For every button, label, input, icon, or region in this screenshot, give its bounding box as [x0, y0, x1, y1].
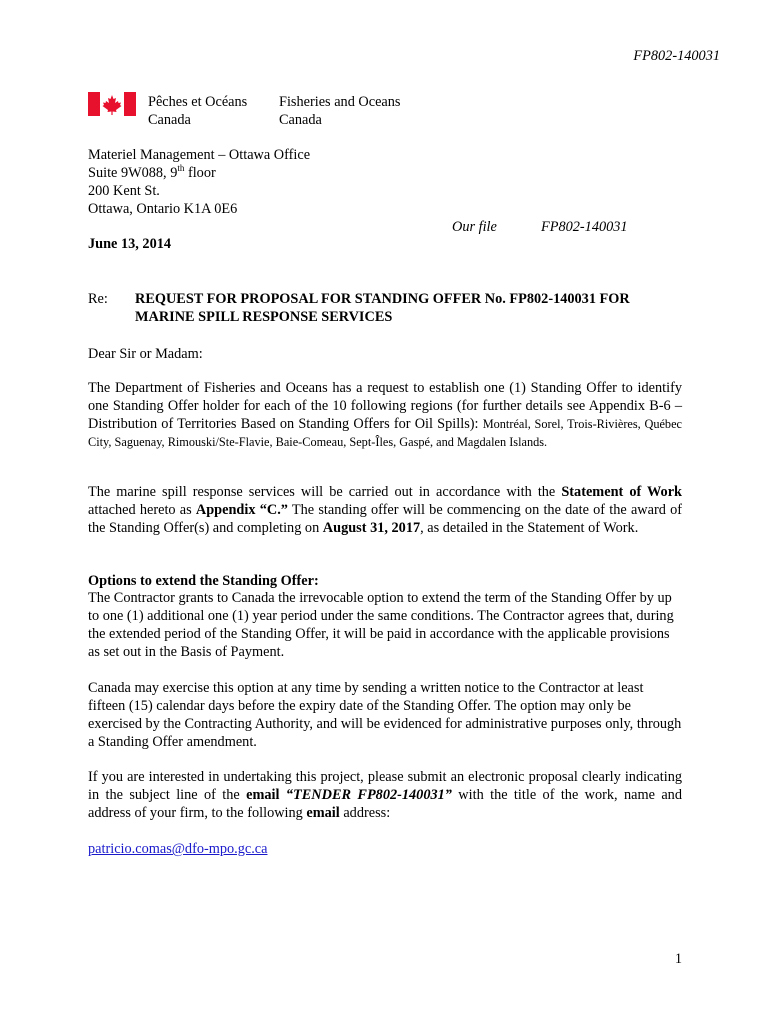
canada-flag-icon — [88, 92, 136, 116]
letterhead-english-line2: Canada — [279, 112, 322, 128]
address-line2-superscript: th — [177, 163, 185, 174]
re-subject-line1: REQUEST FOR PROPOSAL FOR STANDING OFFER No. FP802-140031 FOR — [135, 291, 630, 307]
letter-date: June 13, 2014 — [88, 236, 172, 252]
end-date: August 31, 2017 — [322, 520, 421, 536]
paragraph-standing-offer — [88, 379, 682, 451]
appendix-c-ref: Appendix “C.” — [195, 502, 288, 518]
address-line2-floor: floor — [184, 165, 216, 181]
submission-text-2: with the title of the work, name and address of your firm, to the following — [88, 787, 682, 821]
letterhead-french-line2: Canada — [148, 112, 191, 128]
services-text-1: The marine spill response services will be carried out in accordance with the — [88, 484, 562, 500]
page-number: 1 — [674, 951, 682, 967]
letterhead-french — [148, 93, 247, 129]
paragraph-submission — [88, 768, 682, 822]
re-label: Re: — [88, 291, 108, 307]
address-line2 — [88, 164, 310, 182]
letterhead-english-line1: Fisheries and Oceans — [279, 94, 401, 110]
services-text-4: , as detailed in the Statement of Work. — [420, 520, 639, 536]
services-text-2: attached hereto as — [88, 502, 196, 518]
letterhead-french-line1: Pêches et Océans — [148, 94, 248, 110]
address-line3: 200 Kent St. — [88, 183, 160, 199]
re-subject-line2: MARINE SPILL RESPONSE SERVICES — [135, 309, 393, 325]
sender-address — [88, 146, 310, 218]
submission-email-word-2: email — [306, 805, 340, 821]
tender-subject-line: “TENDER FP802-140031” — [279, 787, 452, 803]
statement-of-work-ref: Statement of Work — [561, 484, 682, 500]
submission-text-3: address: — [339, 805, 391, 821]
contact-email-link[interactable]: patricio.comas@dfo-mpo.gc.ca — [88, 841, 268, 857]
submission-text-1: If you are interested in undertaking this project, please submit an electronic proposal clearly indicating in the subject line of the — [88, 769, 682, 803]
options-paragraph: The Contractor grants to Canada the irrevocable option to extend the term of the Standing Offer by up to one (1) additional one (1) year period under the same conditions. The Contractor agrees that, during the extended period of the Standing Offer, it will be paid in accordance with the applicable provisions as set out in the Basis of Payment. — [88, 590, 674, 660]
our-file-value: FP802-140031 — [541, 219, 628, 235]
letterhead-english — [279, 93, 401, 129]
re-subject — [135, 290, 695, 326]
paragraph-services — [88, 483, 682, 537]
submission-email-word-1: email — [246, 787, 280, 803]
services-text-3: The standing offer will be commencing on the date of the award of the Standing Offer(s) and completing on — [88, 502, 683, 536]
paragraph-option-exercise: Canada may exercise this option at any time by sending a written notice to the Contractor at least fifteen (15) calendar days before the expiry date of the Standing Offer. The option may only be exercised by the Contracting Authority, and will be evidenced for administrative purposes only, through a Standing Offer amendment. — [88, 680, 682, 750]
address-line4: Ottawa, Ontario K1A 0E6 — [88, 201, 238, 217]
address-line2-suite: Suite 9W088, 9 — [88, 165, 178, 181]
paragraph-standing-offer-text: The Department of Fisheries and Oceans has a request to establish one (1) Standing Offer to identify one Standing Offer holder for each of the 10 following regions (for further details see Appendix B-6 – Distribution of Territories Based on Standing Offers for Oil Spills): — [88, 380, 682, 432]
our-file-label: Our file — [452, 219, 497, 235]
salutation: Dear Sir or Madam: — [88, 346, 203, 362]
address-line1: Materiel Management – Ottawa Office — [88, 147, 311, 163]
regions-list: Montréal, Sorel, Trois-Rivières, Québec City, Saguenay, Rimouski/Ste-Flavie, Baie-Comeau, Sept-Îles, Gaspé, and Magdalen Islands. — [88, 417, 682, 449]
file-reference-header: FP802-140031 — [633, 48, 720, 64]
options-heading: Options to extend the Standing Offer: — [88, 573, 319, 589]
